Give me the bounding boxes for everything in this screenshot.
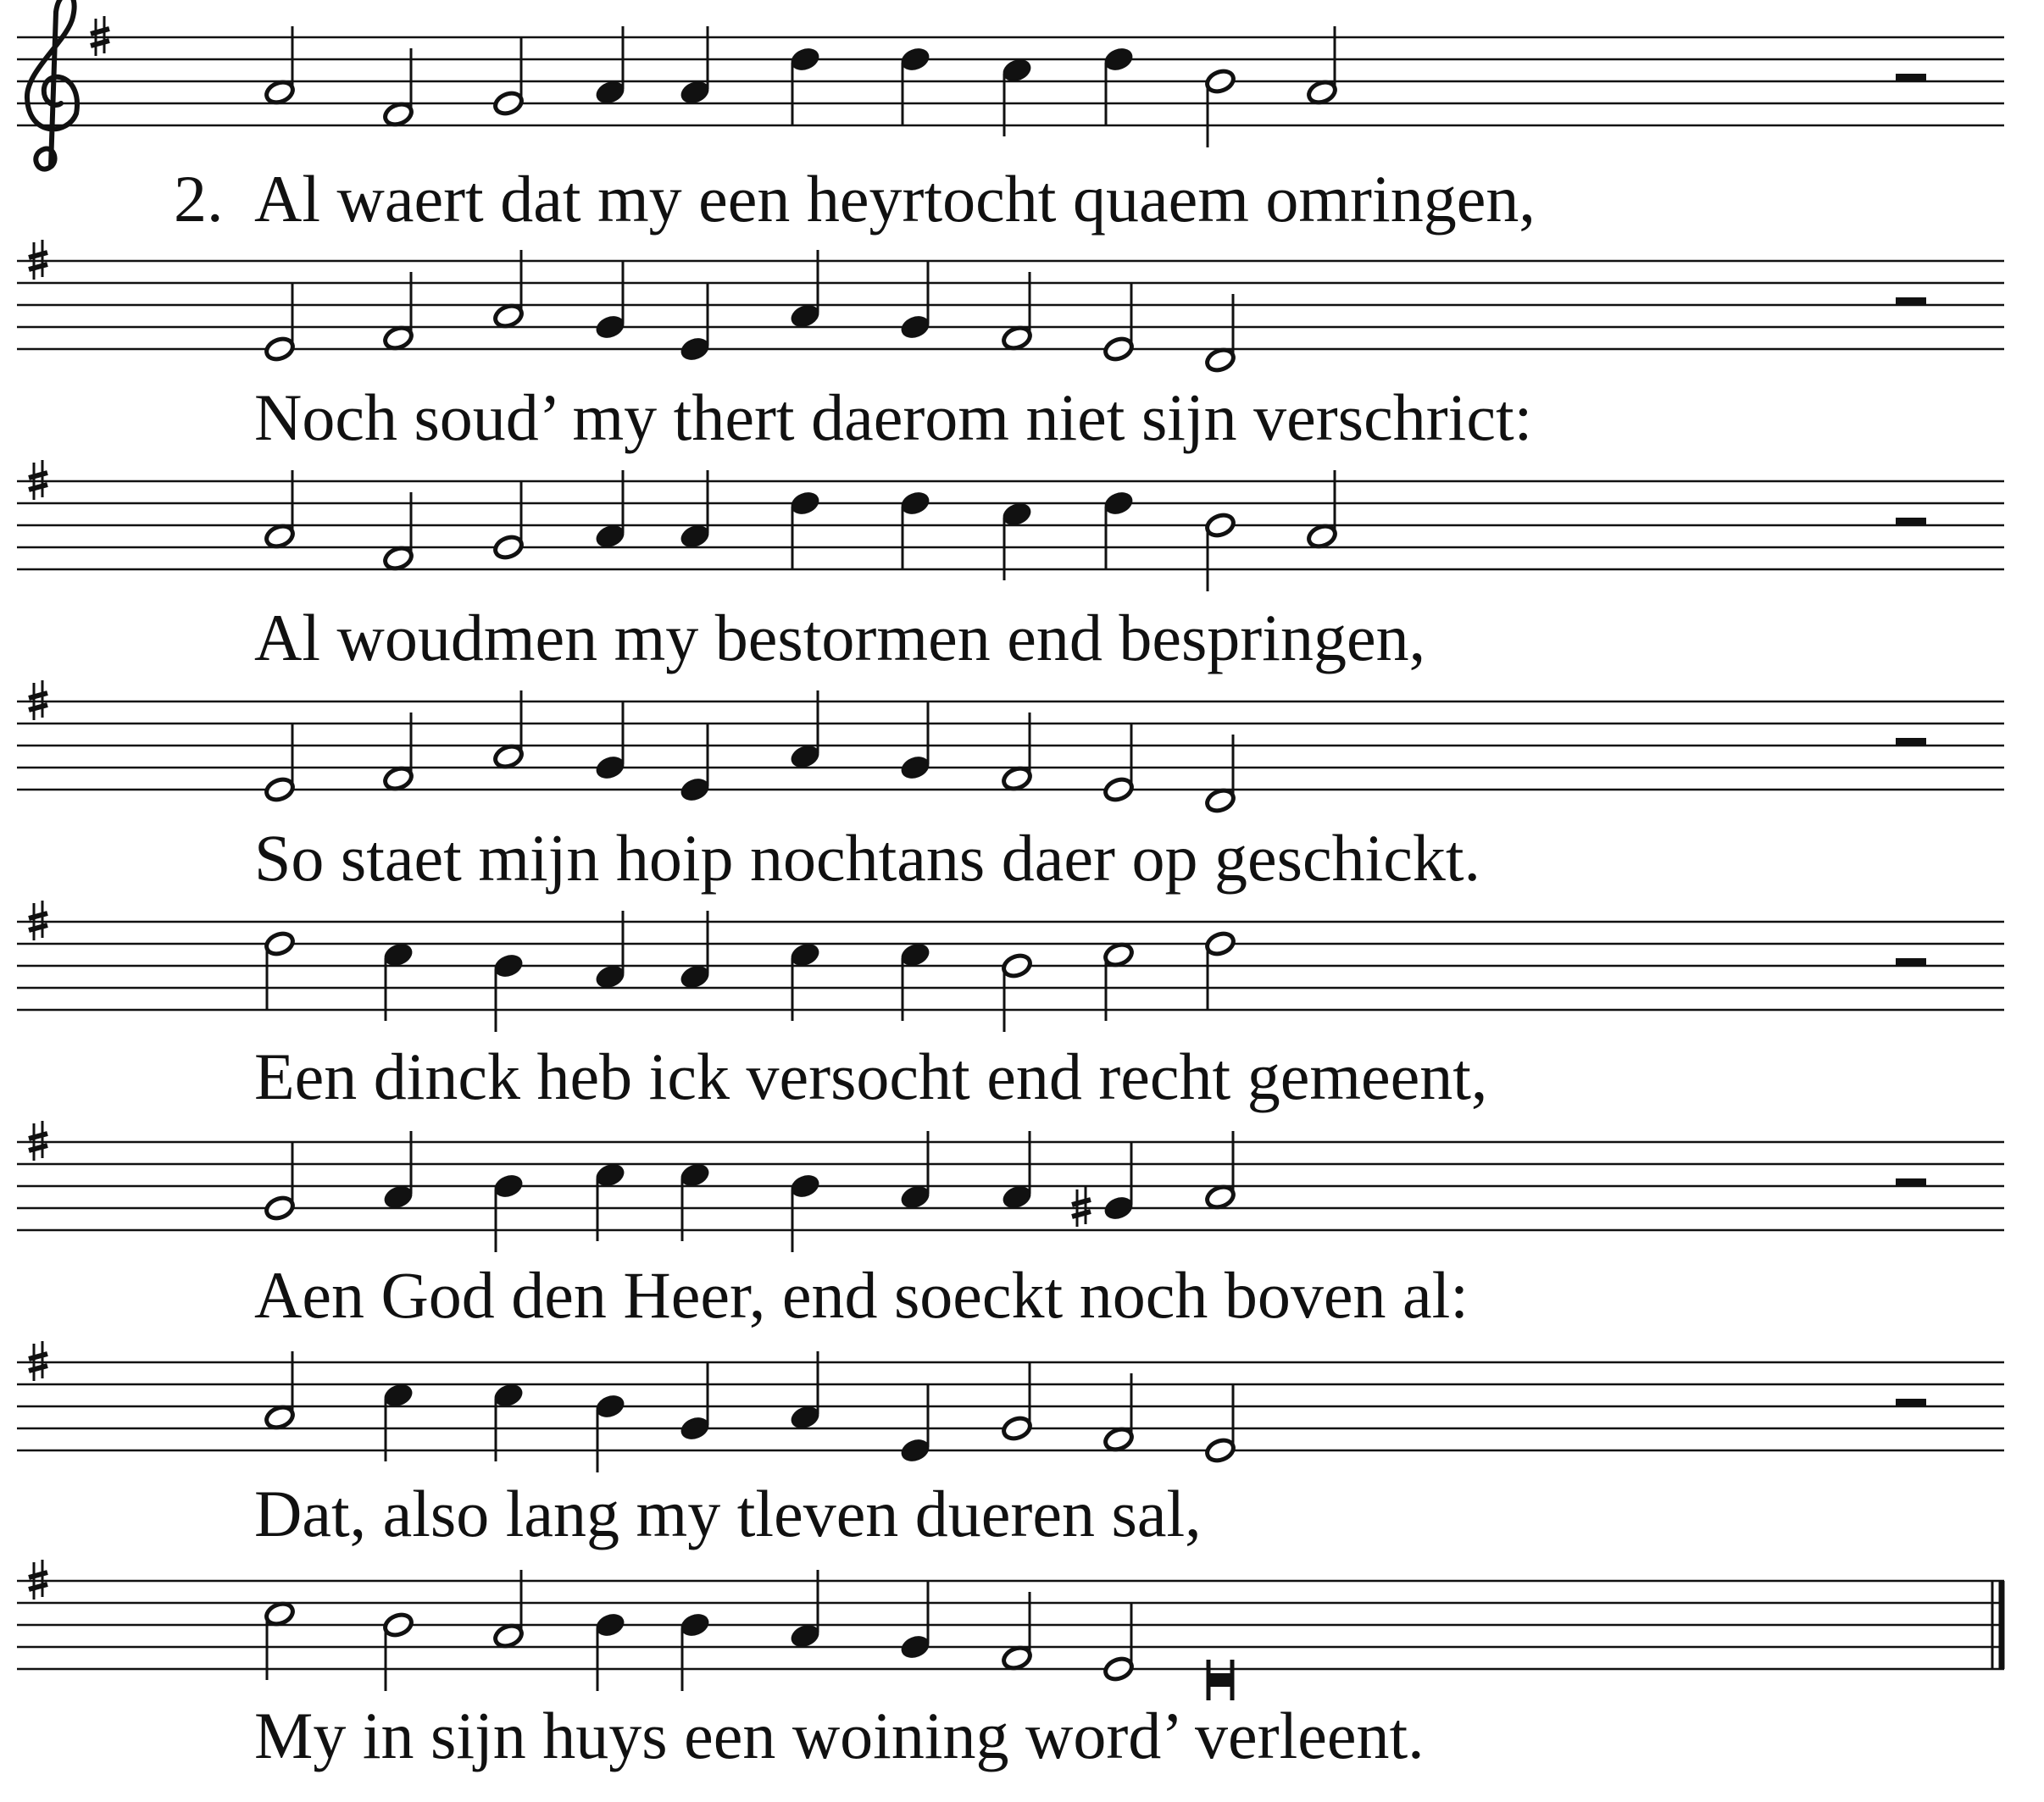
note-head-quarter xyxy=(679,1162,711,1189)
note-head-quarter xyxy=(594,1162,626,1189)
note-head-half xyxy=(1001,765,1033,792)
lyric-line-1: Al waert dat my een heyrtocht quaem omringen, xyxy=(254,162,1536,236)
note-head-quarter xyxy=(594,754,626,781)
note-head-quarter xyxy=(899,1437,931,1464)
note-head-half xyxy=(1306,523,1338,550)
note-head-half xyxy=(264,523,296,550)
note-head-quarter xyxy=(492,1382,525,1409)
note-head-half xyxy=(1204,930,1236,957)
note-head-quarter xyxy=(789,1173,821,1200)
note-head-half xyxy=(1204,787,1236,814)
note-head-half xyxy=(382,324,414,352)
lyric-line-7: Dat, also lang my tleven dueren sal, xyxy=(254,1477,1202,1550)
note-head-half xyxy=(1204,347,1236,374)
note-head-quarter xyxy=(594,79,626,106)
half-rest xyxy=(1896,738,1926,746)
note-head-half xyxy=(264,335,296,363)
note-head-quarter xyxy=(594,963,626,990)
note-head-quarter xyxy=(679,79,711,106)
key-signature-sharp-icon xyxy=(91,16,109,56)
note-head-quarter xyxy=(679,1415,711,1442)
key-signature-sharp-icon xyxy=(29,1560,47,1600)
accidental-sharp-icon xyxy=(1072,1187,1091,1227)
note-head-quarter xyxy=(594,523,626,550)
note-head-half xyxy=(264,930,296,957)
note-head-half xyxy=(382,101,414,128)
note-head-half xyxy=(382,1611,414,1638)
note-head-quarter xyxy=(899,754,931,781)
verse-number: 2. xyxy=(174,162,224,236)
half-rest xyxy=(1896,1178,1926,1187)
key-signature-sharp-icon xyxy=(29,460,47,500)
half-rest xyxy=(1896,958,1926,967)
key-signature-sharp-icon xyxy=(29,680,47,720)
note-head-half xyxy=(264,79,296,106)
key-signature-sharp-icon xyxy=(29,901,47,940)
lyric-line-4: So staet mijn hoip nochtans daer op geschickt. xyxy=(254,821,1481,895)
note-head-quarter xyxy=(1001,1184,1033,1211)
half-rest xyxy=(1896,518,1926,526)
note-head-quarter xyxy=(382,1382,414,1409)
note-head-half xyxy=(1001,952,1033,979)
note-head-half xyxy=(492,534,525,561)
treble-clef-icon xyxy=(27,0,77,169)
note-head-quarter xyxy=(594,313,626,341)
note-head-quarter xyxy=(899,1633,931,1661)
note-head-quarter xyxy=(679,963,711,990)
note-head-quarter xyxy=(789,490,821,517)
half-rest xyxy=(1896,1399,1926,1407)
note-head-half xyxy=(382,765,414,792)
half-rest xyxy=(1896,297,1926,306)
note-head-quarter xyxy=(679,1611,711,1638)
note-head-half xyxy=(1103,335,1135,363)
note-head-quarter xyxy=(1001,501,1033,528)
note-head-quarter xyxy=(382,941,414,968)
note-head-half xyxy=(1103,1426,1135,1453)
note-head-quarter xyxy=(899,313,931,341)
note-head-quarter xyxy=(899,46,931,73)
key-signature-sharp-icon xyxy=(29,240,47,280)
note-head-quarter xyxy=(1103,490,1135,517)
note-head-quarter xyxy=(789,1622,821,1650)
note-head-half xyxy=(492,302,525,330)
note-head-half xyxy=(1204,68,1236,95)
note-head-quarter xyxy=(1103,46,1135,73)
half-rest xyxy=(1896,74,1926,82)
lyric-line-8: My in sijn huys een woining word’ verleent. xyxy=(254,1699,1425,1772)
note-head-half xyxy=(382,545,414,572)
lyric-line-2: Noch soud’ my thert daerom niet sijn verschrict: xyxy=(254,380,1533,454)
lyric-line-3: Al woudmen my bestormen end bespringen, xyxy=(254,601,1426,674)
note-head-quarter xyxy=(899,490,931,517)
lyric-line-6: Aen God den Heer, end soeckt noch boven al: xyxy=(254,1258,1469,1332)
note-head-half xyxy=(1001,1644,1033,1672)
note-head-quarter xyxy=(1001,57,1033,84)
note-head-half xyxy=(492,743,525,770)
note-head-half xyxy=(492,1622,525,1650)
note-head-half xyxy=(1204,512,1236,539)
key-signature-sharp-icon xyxy=(29,1121,47,1161)
note-head-quarter xyxy=(789,743,821,770)
note-head-half xyxy=(1103,776,1135,803)
note-head-quarter xyxy=(679,523,711,550)
note-head-half xyxy=(264,1404,296,1431)
note-head-quarter xyxy=(789,302,821,330)
note-head-half xyxy=(264,776,296,803)
note-head-quarter xyxy=(789,1404,821,1431)
note-head-half xyxy=(1103,1655,1135,1683)
note-head-half xyxy=(264,1600,296,1627)
note-head-quarter xyxy=(594,1611,626,1638)
note-head-half xyxy=(1103,941,1135,968)
key-signature-sharp-icon xyxy=(29,1341,47,1381)
note-head-half xyxy=(492,90,525,117)
lyric-line-5: Een dinck heb ick versocht end recht gemeent, xyxy=(254,1040,1488,1113)
note-head-quarter xyxy=(789,941,821,968)
note-head-quarter xyxy=(679,776,711,803)
note-head-quarter xyxy=(594,1393,626,1420)
note-head-quarter xyxy=(679,335,711,363)
note-head-half xyxy=(264,1195,296,1222)
note-head-half xyxy=(1306,79,1338,106)
note-head-half xyxy=(1001,324,1033,352)
note-head-breve xyxy=(1208,1673,1232,1687)
note-head-quarter xyxy=(789,46,821,73)
note-head-quarter xyxy=(899,941,931,968)
note-head-quarter xyxy=(899,1184,931,1211)
note-head-quarter xyxy=(492,952,525,979)
note-head-half xyxy=(1204,1184,1236,1211)
note-head-quarter xyxy=(1103,1195,1135,1222)
note-head-half xyxy=(1204,1437,1236,1464)
note-head-half xyxy=(1001,1415,1033,1442)
note-head-quarter xyxy=(492,1173,525,1200)
note-head-quarter xyxy=(382,1184,414,1211)
